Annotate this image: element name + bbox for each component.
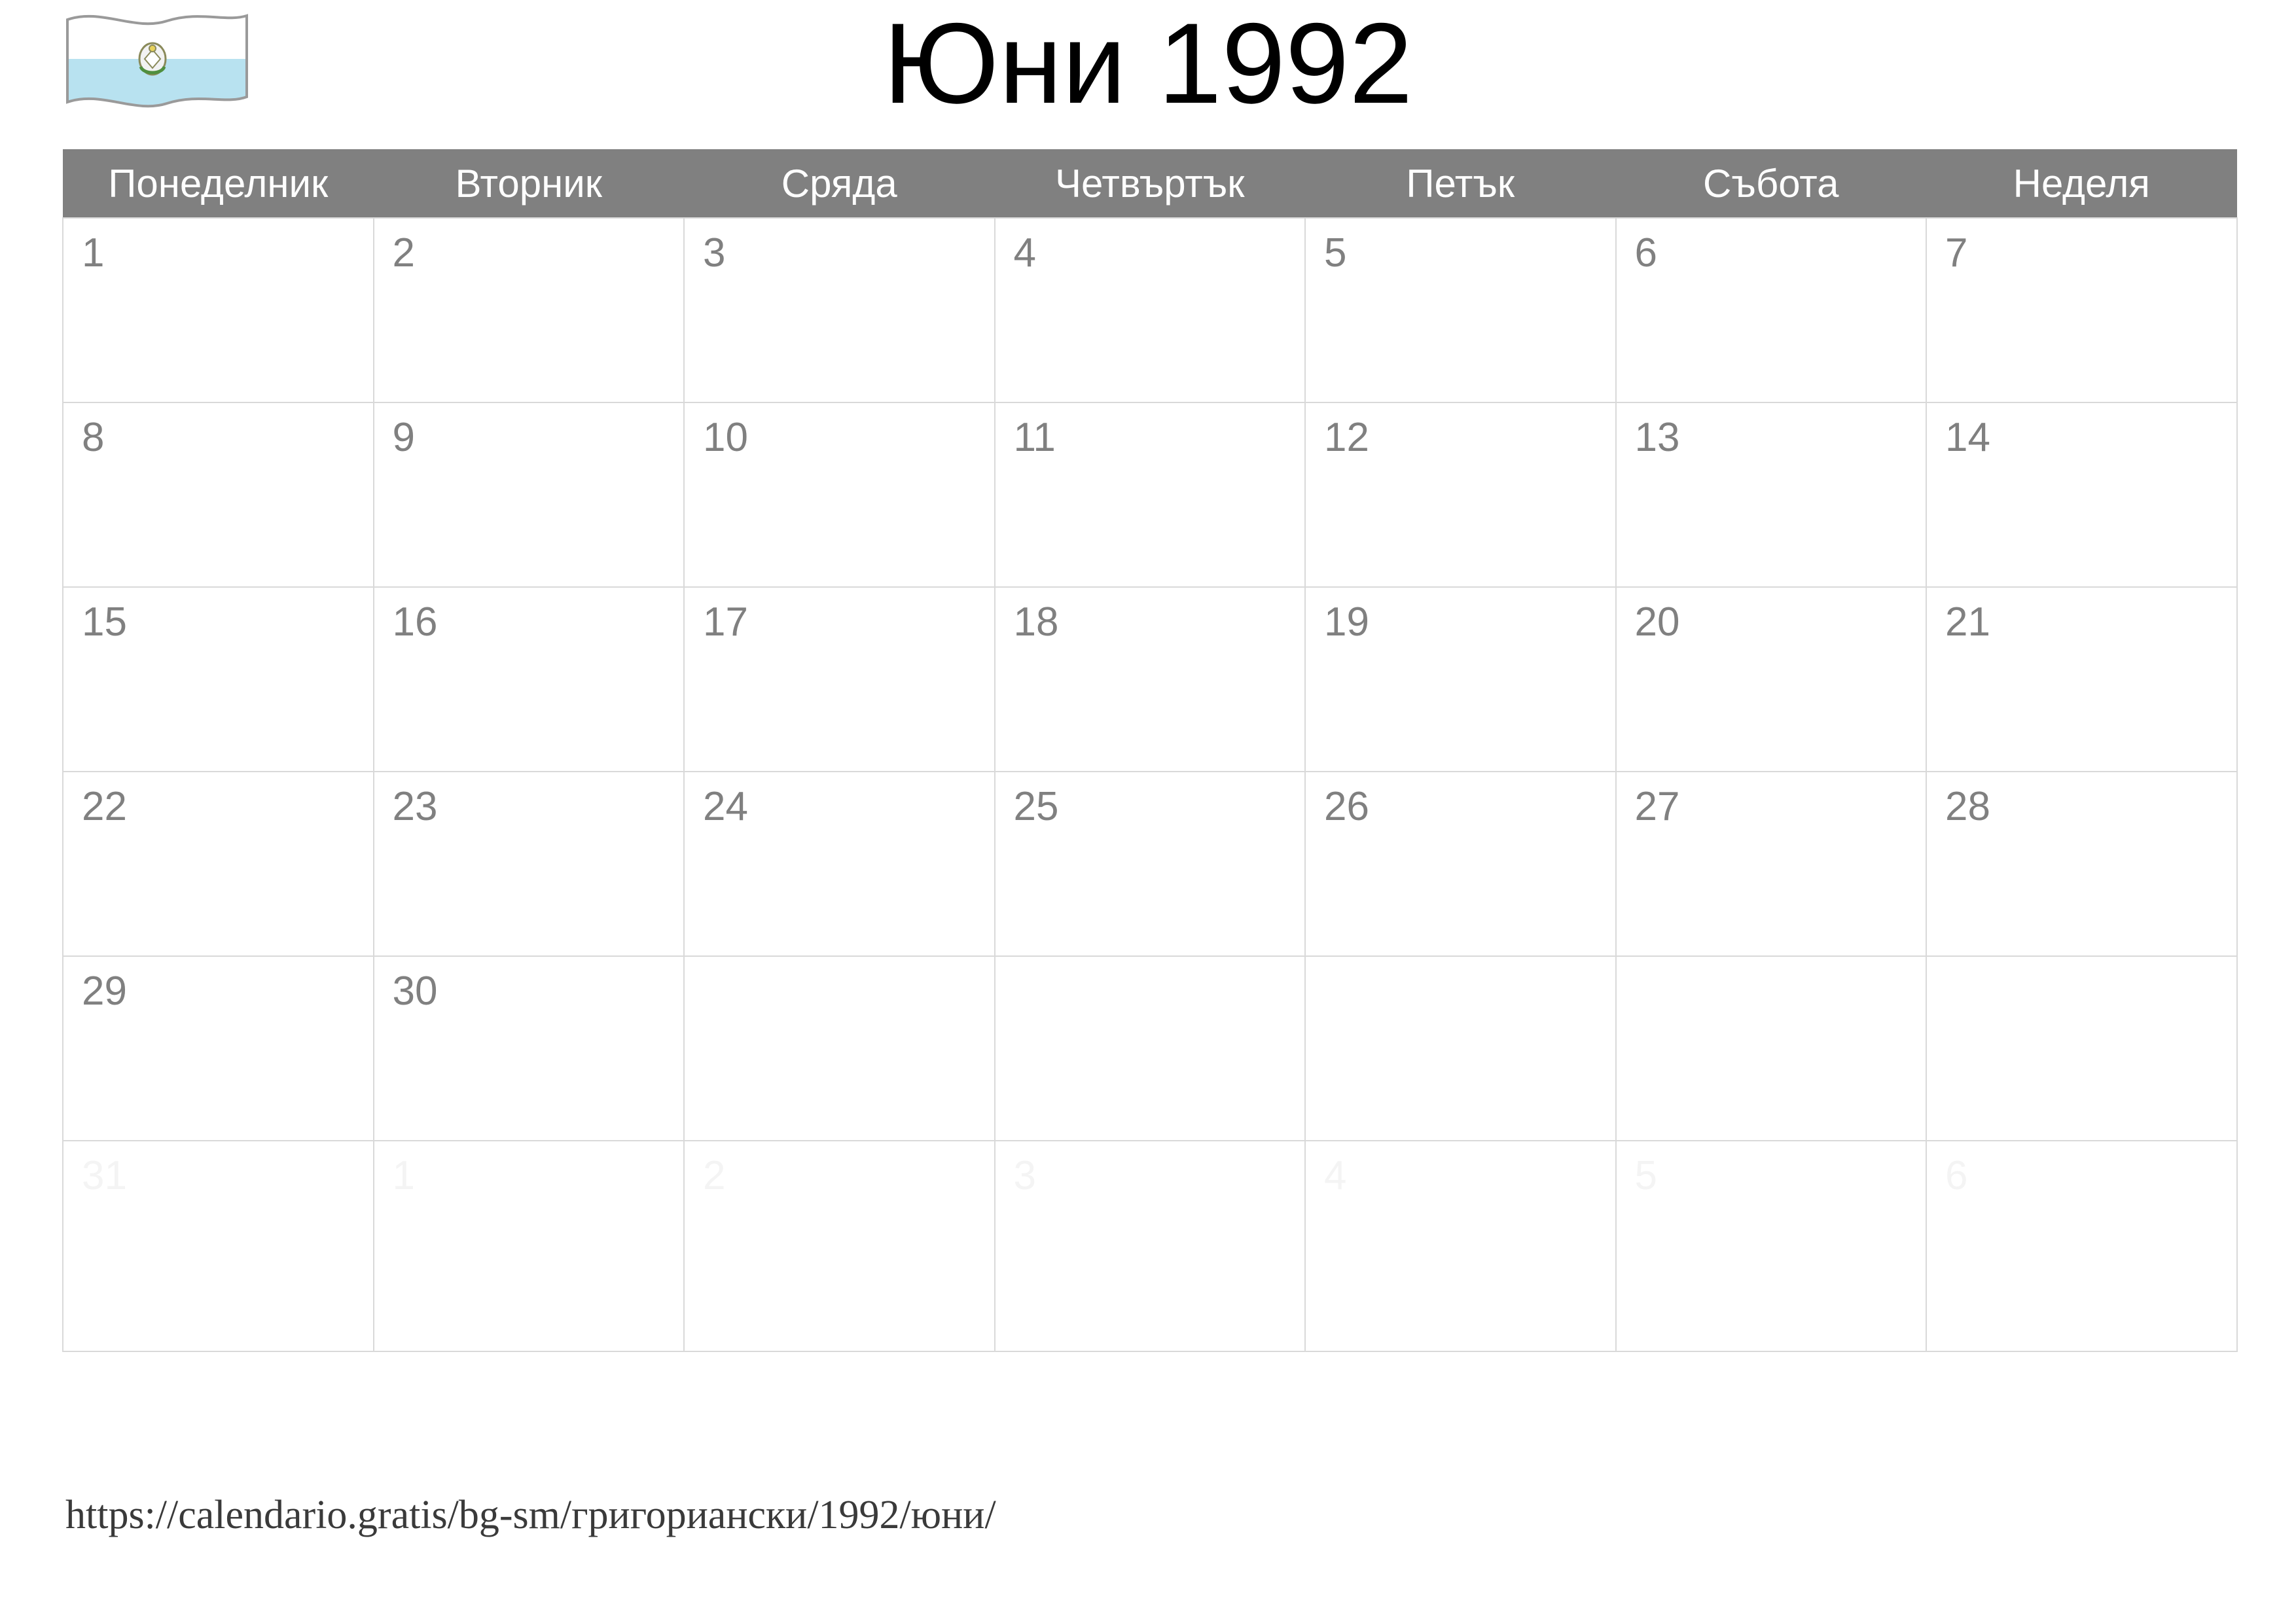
day-number: 3 xyxy=(703,230,726,276)
calendar-day-cell[interactable] xyxy=(63,956,374,1141)
day-number: 13 xyxy=(1634,415,1680,460)
day-number: 8 xyxy=(82,415,105,460)
day-number: 28 xyxy=(1945,784,1990,829)
calendar-day-cell[interactable] xyxy=(374,218,685,402)
calendar-day-cell[interactable] xyxy=(1305,402,1616,587)
calendar-week-row xyxy=(63,218,2237,402)
source-url[interactable]: https://calendario.gratis/bg-sm/григориански/1992/юни/ xyxy=(65,1493,996,1537)
day-number: 26 xyxy=(1324,784,1369,829)
calendar-day-cell[interactable] xyxy=(684,402,995,587)
calendar-day-cell[interactable] xyxy=(1926,218,2237,402)
calendar-day-cell[interactable] xyxy=(63,218,374,402)
calendar-day-cell[interactable] xyxy=(1616,587,1927,772)
page-header xyxy=(0,0,2296,141)
calendar-day-cell[interactable] xyxy=(374,1141,685,1351)
day-number: 23 xyxy=(392,784,438,829)
day-number: 17 xyxy=(703,599,748,645)
day-number: 11 xyxy=(1013,415,1056,460)
weekday-header-thursday: Четвъртък xyxy=(995,149,1306,218)
day-number: 29 xyxy=(82,969,127,1014)
weekday-header-wednesday: Сряда xyxy=(684,149,995,218)
weekday-header-friday: Петък xyxy=(1305,149,1616,218)
day-number: 31 xyxy=(82,1153,127,1198)
calendar-day-cell[interactable] xyxy=(995,772,1306,956)
day-number: 2 xyxy=(703,1153,726,1198)
day-number xyxy=(1927,957,2236,1012)
day-number: 4 xyxy=(1324,1153,1347,1198)
calendar-week-row xyxy=(63,772,2237,956)
day-number: 30 xyxy=(392,969,438,1014)
day-number xyxy=(685,957,994,1012)
calendar-day-cell[interactable] xyxy=(63,587,374,772)
calendar-day-cell[interactable] xyxy=(1616,402,1927,587)
calendar-day-cell[interactable] xyxy=(684,1141,995,1351)
weekday-header-monday: Понеделник xyxy=(63,149,374,218)
day-number xyxy=(1617,957,1926,1012)
day-number: 27 xyxy=(1634,784,1680,829)
day-number: 5 xyxy=(1634,1153,1657,1198)
page-title: Юни 1992 xyxy=(883,0,1413,128)
day-number: 3 xyxy=(1013,1153,1036,1198)
calendar-day-cell[interactable] xyxy=(374,587,685,772)
calendar-day-cell[interactable] xyxy=(995,956,1306,1141)
weekday-header-saturday: Събота xyxy=(1616,149,1927,218)
calendar-day-cell[interactable] xyxy=(374,402,685,587)
day-number: 18 xyxy=(1013,599,1059,645)
weekday-header-row xyxy=(63,149,2237,218)
day-number xyxy=(996,957,1305,1012)
day-number: 4 xyxy=(1013,230,1036,276)
calendar-week-row xyxy=(63,956,2237,1141)
calendar-day-cell[interactable] xyxy=(1616,772,1927,956)
calendar-week-row xyxy=(63,402,2237,587)
day-number: 16 xyxy=(392,599,438,645)
day-number: 22 xyxy=(82,784,127,829)
calendar-day-cell[interactable] xyxy=(1616,956,1927,1141)
calendar-day-cell[interactable] xyxy=(995,402,1306,587)
calendar-grid xyxy=(62,149,2236,1352)
calendar-day-cell[interactable] xyxy=(63,772,374,956)
calendar-day-cell[interactable] xyxy=(63,1141,374,1351)
day-number: 19 xyxy=(1324,599,1369,645)
day-number: 7 xyxy=(1945,230,1968,276)
weekday-header-tuesday: Вторник xyxy=(374,149,685,218)
calendar-day-cell[interactable] xyxy=(1616,218,1927,402)
calendar-day-cell[interactable] xyxy=(374,956,685,1141)
calendar-week-row xyxy=(63,1141,2237,1351)
day-number: 20 xyxy=(1634,599,1680,645)
day-number: 15 xyxy=(82,599,127,645)
day-number: 12 xyxy=(1324,415,1369,460)
day-number: 14 xyxy=(1945,415,1990,460)
calendar-day-cell[interactable] xyxy=(684,218,995,402)
day-number: 5 xyxy=(1324,230,1347,276)
calendar-day-cell[interactable] xyxy=(995,218,1306,402)
calendar-day-cell[interactable] xyxy=(1926,587,2237,772)
calendar-day-cell[interactable] xyxy=(1305,1141,1616,1351)
calendar-day-cell[interactable] xyxy=(1305,587,1616,772)
day-number: 10 xyxy=(703,415,748,460)
day-number: 25 xyxy=(1013,784,1059,829)
calendar-day-cell[interactable] xyxy=(995,1141,1306,1351)
calendar-day-cell[interactable] xyxy=(995,587,1306,772)
day-number: 2 xyxy=(392,230,415,276)
calendar-day-cell[interactable] xyxy=(684,772,995,956)
calendar-day-cell[interactable] xyxy=(1926,402,2237,587)
calendar-day-cell[interactable] xyxy=(374,772,685,956)
calendar-day-cell[interactable] xyxy=(1305,956,1616,1141)
day-number: 9 xyxy=(392,415,415,460)
calendar-day-cell[interactable] xyxy=(684,587,995,772)
day-number xyxy=(1306,957,1615,1012)
calendar-day-cell[interactable] xyxy=(684,956,995,1141)
calendar-day-cell[interactable] xyxy=(1305,772,1616,956)
calendar-day-cell[interactable] xyxy=(1926,772,2237,956)
day-number: 6 xyxy=(1634,230,1657,276)
day-number: 21 xyxy=(1945,599,1990,645)
day-number: 24 xyxy=(703,784,748,829)
calendar-week-row xyxy=(63,587,2237,772)
day-number: 1 xyxy=(392,1153,415,1198)
calendar-day-cell[interactable] xyxy=(1926,956,2237,1141)
calendar-day-cell[interactable] xyxy=(1305,218,1616,402)
calendar-day-cell[interactable] xyxy=(1616,1141,1927,1351)
day-number: 1 xyxy=(82,230,105,276)
day-number: 6 xyxy=(1945,1153,1968,1198)
weekday-header-sunday: Неделя xyxy=(1926,149,2237,218)
calendar-day-cell[interactable] xyxy=(63,402,374,587)
calendar-day-cell[interactable] xyxy=(1926,1141,2237,1351)
